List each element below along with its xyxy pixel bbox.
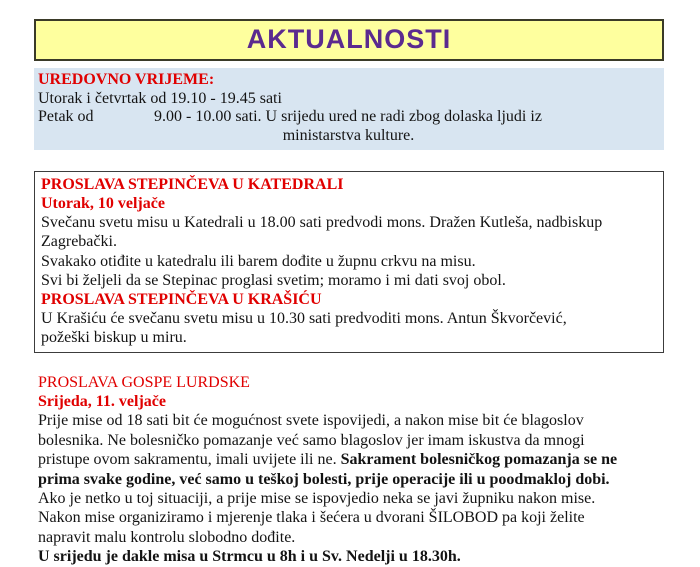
- text-line: [38, 431, 664, 450]
- text-run: požeški biskup u miru.: [41, 329, 187, 347]
- text-run: pristupe ovom sakramentu, imali uvijete ili ne.: [38, 451, 341, 469]
- text-run: U Krašiću će svečanu svetu misu u 10.30 sati predvoditi mons. Antun Škvorčević,: [41, 310, 567, 328]
- text-line: [38, 547, 664, 566]
- text-run: bolesnika. Ne bolesničko pomazanje već samo blagoslov jer imam iskustva da mnogi: [38, 431, 585, 449]
- text-line: [38, 373, 664, 392]
- text-run: Zagrebački.: [41, 233, 117, 251]
- text-line: [41, 252, 657, 271]
- text-line: [38, 470, 664, 489]
- aktualnosti-banner: [34, 19, 664, 61]
- text-run: Svi bi željeli da se Stepinac proglasi svetim; moramo i mi dati svoj obol.: [41, 271, 506, 289]
- text-line: [38, 528, 664, 547]
- text-line: [41, 290, 657, 309]
- text-line: [38, 489, 664, 508]
- text-line: [41, 175, 657, 194]
- office-hours-heading: UREDOVNO VRIJEME:: [38, 71, 215, 88]
- text-line: [38, 392, 664, 411]
- text-line: [41, 213, 657, 232]
- office-hours-friday-row: [38, 108, 659, 127]
- text-line: [41, 328, 657, 347]
- text-line: [41, 309, 657, 328]
- page-title: AKTUALNOSTI: [246, 24, 452, 55]
- friday-label: Petak od: [38, 108, 94, 126]
- text-line: [41, 271, 657, 290]
- text-run: Srijeda, 11. veljače: [38, 393, 166, 411]
- lurdske-announcement-section: [34, 373, 664, 567]
- text-run: PROSLAVA STEPINČEVA U KRAŠIĆU: [41, 291, 322, 309]
- text-run: Nakon mise organiziramo i mjerenje tlaka i šećera u dvorani ŠILOBOD pa koji želite: [38, 509, 585, 527]
- office-hours-box: [34, 68, 664, 150]
- text-line: [38, 508, 664, 527]
- text-run: Prije mise od 18 sati bit će mogućnost svete ispovijedi, a nakon mise bit će blagoslov: [38, 412, 584, 430]
- text-run: Svečanu svetu misu u Katedrali u 18.00 sati predvodi mons. Dražen Kutleša, nadbiskup: [41, 214, 603, 232]
- text-run: Sakrament bolesničkog pomazanja se ne: [340, 451, 618, 469]
- text-run: U srijedu je dakle misa u Strmcu u 8h i u Sv. Nedelji u 18.30h.: [38, 548, 461, 566]
- friday-hours-text: 9.00 - 10.00 sati. U srijedu ured ne radi zbog dolaska ljudi iz: [154, 108, 542, 126]
- text-line: [38, 450, 664, 469]
- text-line: [41, 194, 657, 213]
- office-hours-tuesday-thursday: Utorak i četvrtak od 19.10 - 19.45 sati: [38, 89, 282, 107]
- text-run: PROSLAVA STEPINČEVA U KATEDRALI: [41, 175, 344, 193]
- text-line: [41, 232, 657, 251]
- text-run: PROSLAVA GOSPE LURDSKE: [38, 373, 250, 391]
- text-run: Utorak, 10 veljače: [41, 195, 165, 213]
- text-run: Svakako otiđite u katedralu ili barem dođite u župnu crkvu na misu.: [41, 252, 476, 270]
- stepincevo-announcement-box: [34, 171, 664, 353]
- text-run: Ako je netko u toj situaciji, a prije mise se ispovjedio neka se javi župniku nakon mise.: [38, 490, 596, 508]
- friday-hours-text-continued: ministarstva kulture.: [282, 127, 415, 145]
- text-run: prima svake godine, već samo u teškoj bolesti, prije operacije ili u poodmakloj dobi.: [38, 470, 610, 488]
- text-run: napravit malu kontrolu slobodno dođite.: [38, 528, 296, 546]
- text-line: [38, 411, 664, 430]
